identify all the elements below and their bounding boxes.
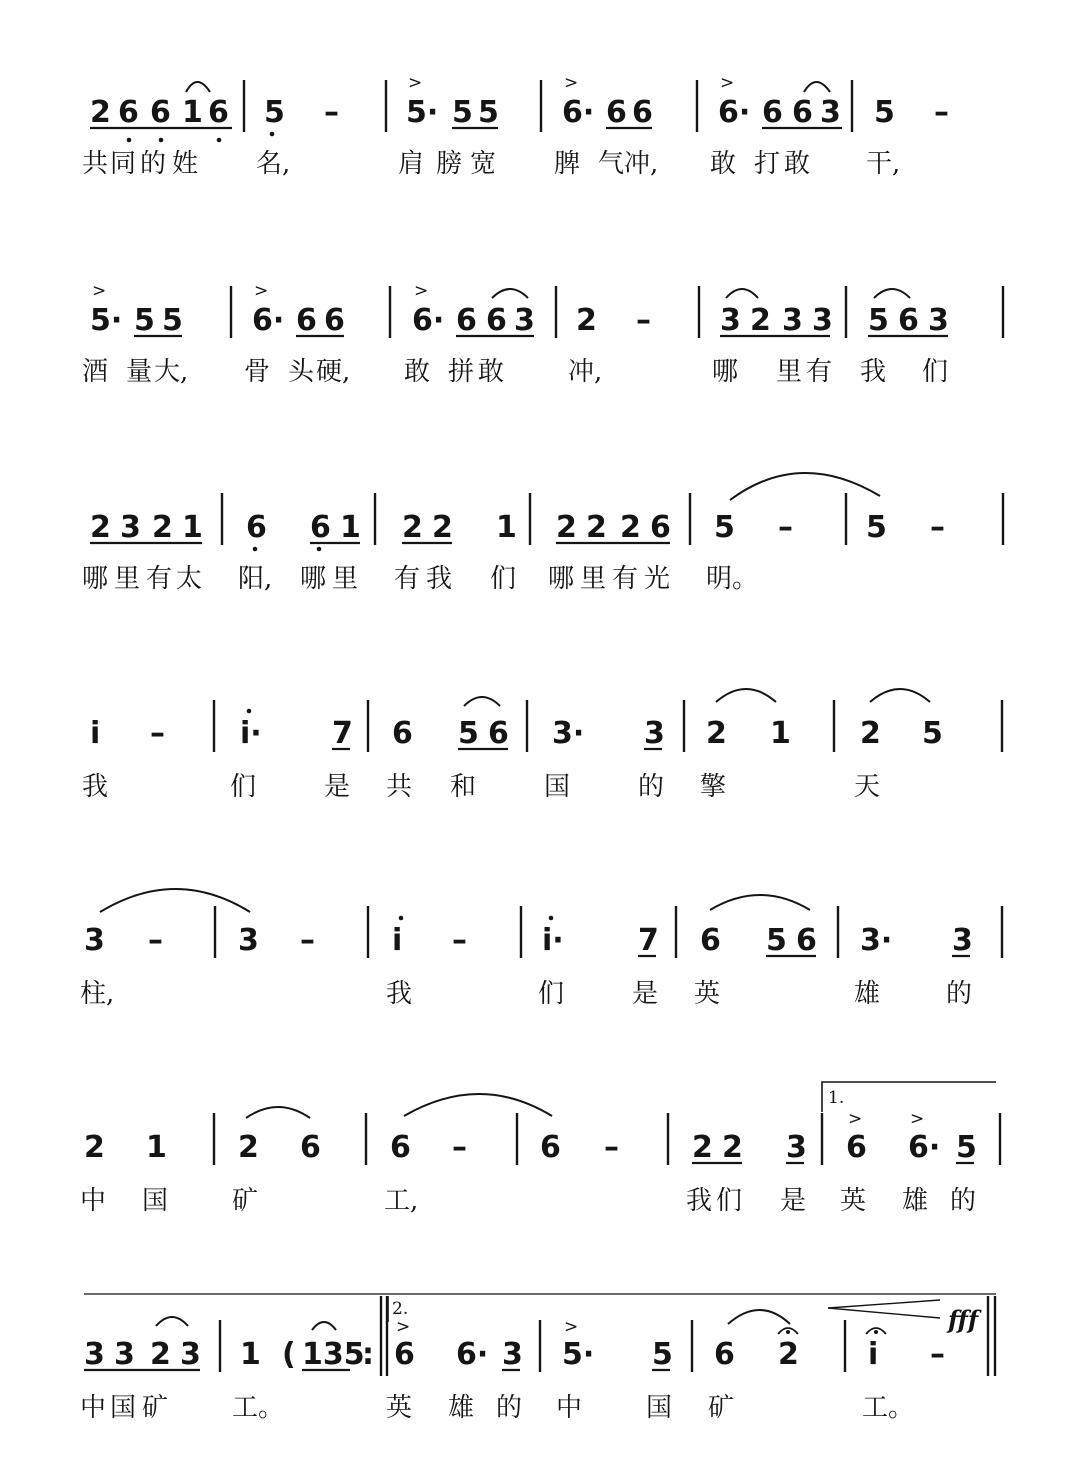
note: 2: [90, 95, 111, 130]
lyric: 国: [142, 1186, 169, 1216]
note: 1: [182, 510, 203, 545]
lyric: 我: [860, 357, 887, 387]
note: 3: [84, 1337, 105, 1372]
lyric: 气: [598, 149, 625, 179]
staff-row-3: [82, 473, 1003, 594]
note: 1: [496, 510, 517, 545]
slur: [246, 1107, 310, 1118]
note: 3: [928, 303, 949, 338]
note-row: [90, 716, 943, 751]
dash: –: [930, 1337, 945, 1372]
note: 6: [488, 716, 509, 751]
note-row: [84, 923, 973, 958]
lyric: 明。: [706, 564, 759, 594]
lyric: 膀: [436, 149, 463, 179]
note: 3: [644, 716, 665, 751]
lyric: 英: [386, 1393, 413, 1423]
note: 5·: [90, 303, 123, 338]
note: 5: [866, 510, 887, 545]
slur: [726, 289, 758, 298]
note: 6: [540, 1130, 561, 1165]
note: 5: [874, 95, 895, 130]
lyric: 哪: [82, 564, 109, 594]
note: 6: [762, 95, 783, 130]
note: 2: [576, 303, 597, 338]
note: 6: [246, 510, 267, 545]
lyric: 哪: [712, 357, 739, 387]
slur: [728, 1310, 790, 1324]
note: 6·: [252, 303, 285, 338]
lyric: 是: [632, 979, 659, 1009]
note: 3·: [552, 716, 585, 751]
lyric: 冲,: [624, 149, 659, 179]
lyric: 矿: [232, 1186, 259, 1216]
accent-marks: [408, 73, 734, 93]
note: 3: [238, 923, 259, 958]
note-row: [84, 1337, 945, 1372]
lyric: 冲,: [568, 357, 603, 387]
dash: –: [452, 923, 467, 958]
volta-label: 1.: [828, 1088, 845, 1108]
lyric: 太: [176, 564, 203, 594]
dash: –: [778, 510, 793, 545]
svg-text:>: >: [396, 1317, 411, 1337]
lyric: 中: [80, 1186, 107, 1216]
lyric: 量: [126, 357, 153, 387]
slur: [804, 82, 830, 92]
note: 6: [650, 510, 671, 545]
lyric: 工,: [384, 1186, 419, 1216]
slur: [870, 689, 930, 702]
note: 2: [84, 1130, 105, 1165]
lyric: 中: [556, 1393, 583, 1423]
lyric: 里: [580, 564, 607, 594]
svg-text:>: >: [848, 1109, 863, 1129]
note: 5: [478, 95, 499, 130]
dash: –: [452, 1130, 467, 1165]
octave-dots: [253, 547, 322, 552]
dash: –: [604, 1130, 619, 1165]
note: 3: [84, 923, 105, 958]
note: 6·: [562, 95, 595, 130]
slur: [404, 1094, 552, 1116]
lyric: 雄: [902, 1186, 929, 1216]
slur: [716, 689, 776, 702]
note: 3: [812, 303, 833, 338]
lyric: 里: [332, 564, 359, 594]
lyric: 英: [694, 979, 721, 1009]
slur: [710, 895, 810, 910]
svg-text:>: >: [564, 1317, 579, 1337]
note: 5: [868, 303, 889, 338]
lyric: 雄: [854, 979, 881, 1009]
note: 7: [332, 716, 353, 751]
lyric: 骨: [244, 357, 271, 387]
dash: –: [150, 716, 165, 751]
note: 6: [394, 1337, 415, 1372]
note: 3: [720, 303, 741, 338]
note: 1: [182, 95, 203, 130]
lyric: 大,: [154, 357, 189, 387]
note: i: [90, 716, 101, 751]
lyric: 同: [110, 149, 137, 179]
lyric: 名,: [256, 149, 291, 179]
lyric: 英: [840, 1186, 867, 1216]
note: 3: [820, 95, 841, 130]
lyric: 脾: [554, 149, 581, 179]
note: 2: [692, 1130, 713, 1165]
lyric: 们: [538, 979, 565, 1009]
note: 6: [208, 95, 229, 130]
slur: [312, 1322, 336, 1330]
note: 6: [700, 923, 721, 958]
lyric: 有: [612, 564, 639, 594]
note: 2: [586, 510, 607, 545]
volta-label: 2.: [392, 1299, 409, 1319]
dash: –: [324, 95, 339, 130]
note: 6: [792, 95, 813, 130]
lyric: 敢: [710, 149, 737, 179]
staff-row-4: [82, 689, 1002, 802]
lyric: 我: [386, 979, 413, 1009]
note: 1: [340, 510, 361, 545]
slur: [156, 1317, 188, 1326]
svg-text:>: >: [720, 73, 735, 93]
lyric: 敢: [478, 357, 505, 387]
note: 6: [846, 1130, 867, 1165]
lyric: 和: [450, 772, 477, 802]
lyric-row: [80, 1393, 914, 1423]
lyric: 是: [324, 772, 351, 802]
note: 6: [390, 1130, 411, 1165]
slur: [100, 889, 250, 912]
note: i: [392, 923, 403, 958]
note: 6·: [718, 95, 751, 130]
lyric: 哪: [300, 564, 327, 594]
lyric: 们: [716, 1186, 743, 1216]
note: i: [868, 1337, 879, 1372]
lyric: 工。: [862, 1393, 915, 1423]
note: 6: [310, 510, 331, 545]
staff-row-1: [82, 73, 949, 179]
slur: [492, 289, 528, 298]
svg-text:>: >: [408, 73, 423, 93]
lyric-row: [82, 772, 880, 802]
note: 6: [486, 303, 507, 338]
note-row: [84, 1130, 977, 1165]
note: 2: [750, 303, 771, 338]
lyric: 国: [544, 772, 571, 802]
note: 2: [620, 510, 641, 545]
note: 6: [296, 303, 317, 338]
lyric: 的: [140, 149, 167, 179]
lyric-row: [82, 564, 758, 594]
lyric: 光: [644, 564, 671, 594]
note: 6: [150, 95, 171, 130]
note: 7: [638, 923, 659, 958]
dynamic-marking: fff: [948, 1305, 979, 1334]
octave-dots: [127, 132, 275, 143]
lyric: 有: [806, 357, 833, 387]
lyric: 共: [386, 772, 413, 802]
lyric: 硬,: [316, 357, 351, 387]
note: 2: [432, 510, 453, 545]
lyric-row: [82, 357, 948, 387]
note: 5: [264, 95, 285, 130]
note: 1: [240, 1337, 261, 1372]
lyric: 哪: [548, 564, 575, 594]
note: 5: [956, 1130, 977, 1165]
note: 3: [952, 923, 973, 958]
note: 2: [152, 510, 173, 545]
note: 6: [300, 1130, 321, 1165]
lyric-row: [82, 149, 900, 179]
lyric: 的: [496, 1393, 523, 1423]
staff-row-7: [80, 1294, 996, 1423]
note: 6·: [456, 1337, 489, 1372]
octave-dots: [399, 916, 554, 921]
lyric: 的: [946, 979, 973, 1009]
lyric: 们: [922, 357, 949, 387]
lyric: 的: [638, 772, 665, 802]
note: 2: [778, 1337, 799, 1372]
slur: [186, 82, 210, 92]
fermata-marks: [778, 1328, 886, 1334]
svg-text:>: >: [910, 1109, 925, 1129]
note: 6: [118, 95, 139, 130]
svg-text:>: >: [564, 73, 579, 93]
lyric: 的: [950, 1186, 977, 1216]
dash: –: [636, 303, 651, 338]
note: 5·: [406, 95, 439, 130]
lyric-row: [80, 979, 972, 1009]
dash: –: [148, 923, 163, 958]
staff-row-5: [80, 889, 1002, 1009]
note: 3: [782, 303, 803, 338]
note: 5·: [562, 1337, 595, 1372]
note: 6: [632, 95, 653, 130]
lyric: 拼: [448, 357, 475, 387]
svg-text:>: >: [254, 281, 269, 301]
note: 5: [162, 303, 183, 338]
volta-first-ending: [822, 1082, 996, 1112]
svg-text:>: >: [414, 281, 429, 301]
lyric: 国: [646, 1393, 673, 1423]
lyric: 敢: [784, 149, 811, 179]
note: 1: [770, 716, 791, 751]
note: i·: [542, 923, 564, 958]
note: 3: [114, 1337, 135, 1372]
note: 2: [402, 510, 423, 545]
note: 3: [502, 1337, 523, 1372]
slur: [464, 697, 500, 706]
lyric: 我: [426, 564, 453, 594]
lyric: 共: [82, 149, 109, 179]
lyric: 有: [146, 564, 173, 594]
note: 6·: [412, 303, 445, 338]
dash: –: [934, 95, 949, 130]
note: 2: [150, 1337, 171, 1372]
lyric: 工。: [232, 1393, 285, 1423]
note: 5: [922, 716, 943, 751]
lyric: 打: [754, 149, 781, 179]
lyric: 中: [80, 1393, 107, 1423]
accent-marks: [396, 1317, 578, 1337]
lyric: 里: [776, 357, 803, 387]
staff-row-6: [80, 1082, 1000, 1216]
note-row: [90, 95, 949, 130]
lyric: 天: [854, 772, 881, 802]
note: 5: [452, 95, 473, 130]
note: 2: [238, 1130, 259, 1165]
note-row: [90, 510, 945, 545]
lyric: 肩: [398, 149, 425, 179]
note: 5: [134, 303, 155, 338]
lyric: 矿: [142, 1393, 169, 1423]
note: 3: [180, 1337, 201, 1372]
note: 6: [898, 303, 919, 338]
note: 5: [766, 923, 787, 958]
note: 2: [90, 510, 111, 545]
note: 3·: [860, 923, 893, 958]
note: 6: [796, 923, 817, 958]
note: 3: [514, 303, 535, 338]
note: i·: [240, 716, 262, 751]
lyric: 柱,: [80, 979, 115, 1009]
note: 3: [786, 1130, 807, 1165]
note: 2: [556, 510, 577, 545]
note: 5: [458, 716, 479, 751]
lyric: 阳,: [238, 564, 273, 594]
paren: (: [282, 1337, 296, 1372]
lyric: 是: [780, 1186, 807, 1216]
note: 2: [706, 716, 727, 751]
note: 5: [714, 510, 735, 545]
note: 6: [392, 716, 413, 751]
accent-marks: [848, 1109, 924, 1129]
lyric: 干,: [866, 149, 901, 179]
repeat-dots: :: [362, 1337, 374, 1372]
lyric: 雄: [448, 1393, 475, 1423]
lyric: 里: [114, 564, 141, 594]
note-row: [90, 303, 949, 338]
dash: –: [300, 923, 315, 958]
dash: –: [930, 510, 945, 545]
lyric: 我: [686, 1186, 713, 1216]
note: 6: [606, 95, 627, 130]
lyric: 国: [110, 1393, 137, 1423]
octave-dots: [247, 709, 252, 714]
staff-row-2: [82, 281, 1003, 387]
lyric: 我: [82, 772, 109, 802]
lyric: 宽: [470, 149, 497, 179]
note: 135: [302, 1337, 365, 1372]
note: 2: [722, 1130, 743, 1165]
svg-text:>: >: [92, 281, 107, 301]
lyric: 们: [230, 772, 257, 802]
crescendo-hairpin: [828, 1300, 940, 1318]
lyric: 们: [490, 564, 517, 594]
note: 5: [652, 1337, 673, 1372]
slur: [730, 473, 880, 500]
lyric: 矿: [708, 1393, 735, 1423]
note: 3: [120, 510, 141, 545]
lyric: 头: [288, 357, 315, 387]
lyric: 敢: [404, 357, 431, 387]
slur: [874, 289, 910, 298]
lyric: 擎: [700, 772, 727, 802]
accent-marks: [92, 281, 428, 301]
note: 6: [456, 303, 477, 338]
note: 6: [714, 1337, 735, 1372]
note: 6·: [908, 1130, 941, 1165]
note: 6: [324, 303, 345, 338]
lyric: 有: [394, 564, 421, 594]
lyric: 姓: [172, 149, 199, 179]
lyric: 酒: [82, 357, 109, 387]
lyric-row: [80, 1186, 976, 1216]
note: 2: [860, 716, 881, 751]
note: 1: [146, 1130, 167, 1165]
